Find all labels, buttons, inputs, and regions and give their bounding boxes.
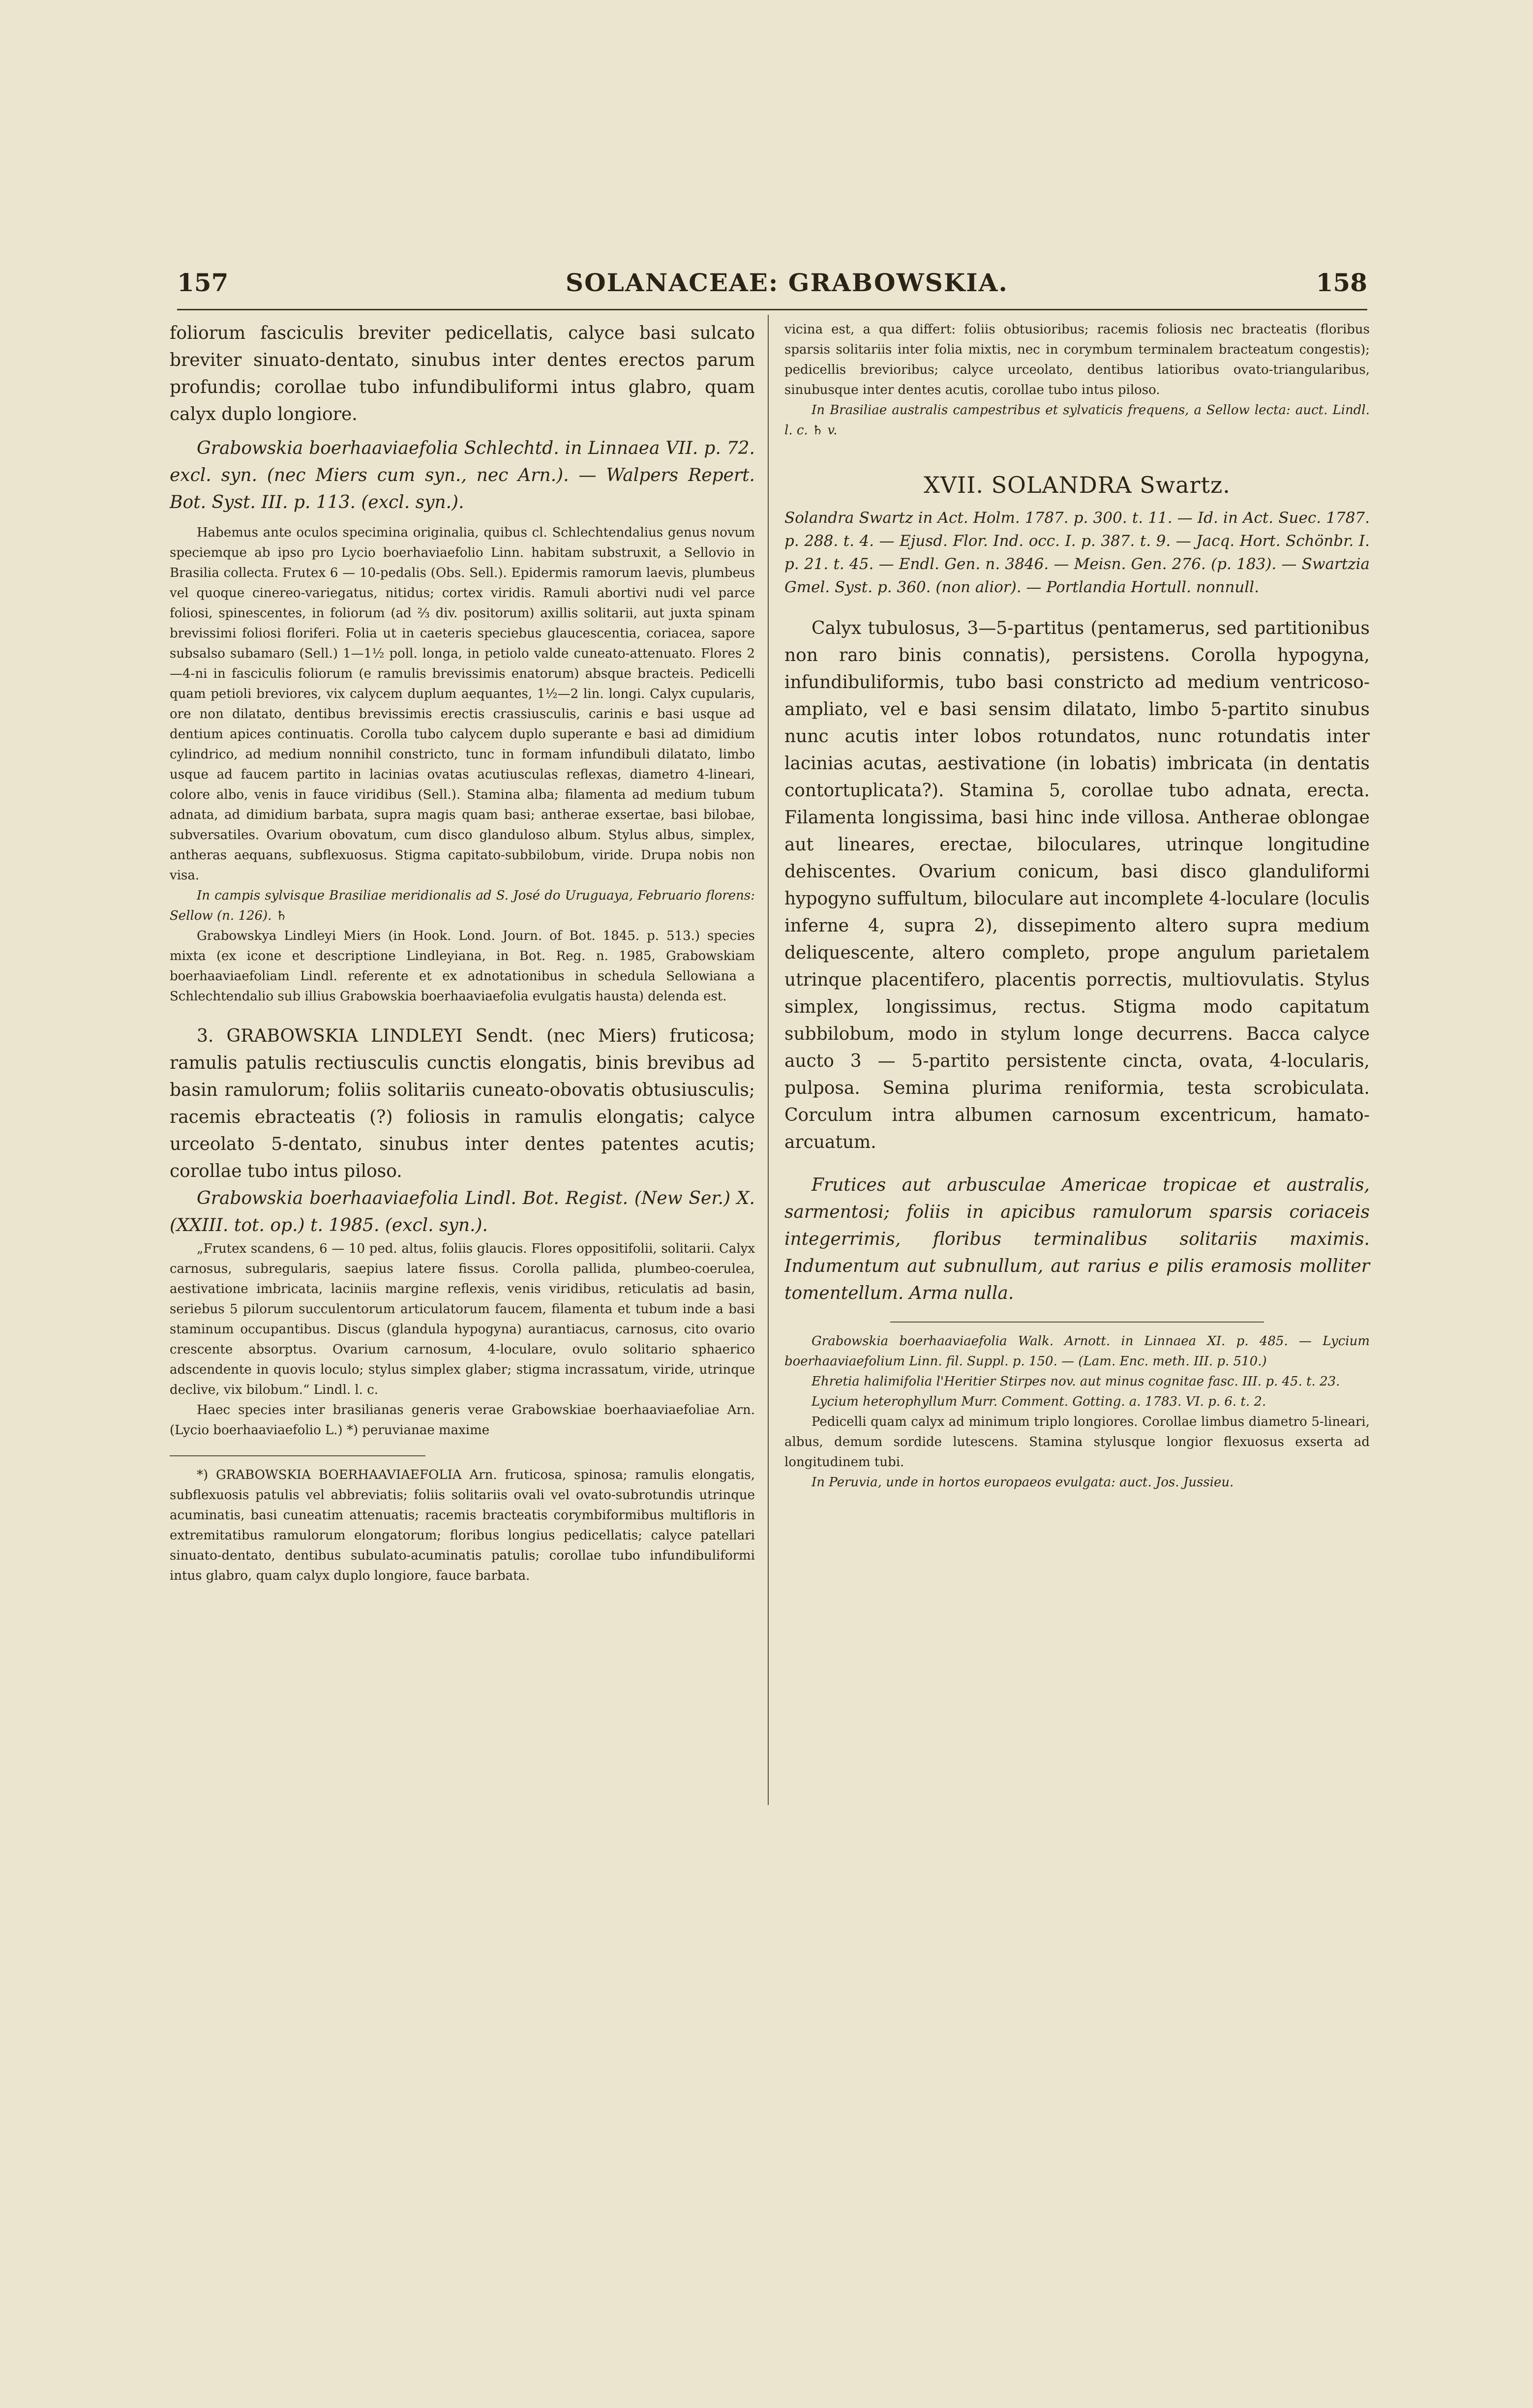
page-number-left: 157 <box>177 268 229 297</box>
page-header <box>177 268 1367 302</box>
column-divider <box>768 315 769 1805</box>
left-column <box>170 320 755 1586</box>
synonym-line-3: Lycium heterophyllum Murr. Comment. Gotting. a. 1783. VI. p. 6. t. 2. <box>812 1394 1266 1409</box>
synonym-line-2: Ehretia halimifolia l'Heritier Stirpes nov. aut minus cognitae fasc. III. p. 45. t. 23. <box>812 1374 1340 1389</box>
species-notes: Pedicelli quam calyx ad minimum triplo longiores. Corollae limbus diametro 5-lineari, albus, demum sordide lutescens. Stamina stylusque longior flexuosus exserta ad longitudinem tubi. <box>784 1415 1370 1470</box>
genus-title: XVII. SOLANDRA Swartz. <box>924 472 1231 498</box>
genus-synonymy: Solandra Swartz in Act. Holm. 1787. p. 300. t. 11. — Id. in Act. Suec. 1787. p. 288. t. 4. — Ejusd. Flor. Ind. occ. I. p. 387. t. 9. — Jacq. Hort. Schönbr. I. p. 21. t. 45. — Endl. Gen. n. 3846. — Meisn. Gen. 276. (p. 183). — Swartzia Gmel. Syst. p. 360. (non alior). — Portlandia Hortull. nonnull. <box>784 509 1370 596</box>
quoted-description: „Frutex scandens, 6 — 10 ped. altus, foliis glaucis. Flores oppositifolii, solitarii. Calyx carnosus, subregularis, saepius latere fissus. Corolla pallida, plumbeo-coerulea, aestivatione imbricata, laciniis margine reflexis, venis viridibus, reticulatis ad basin, seriebus 5 pilorum succulentorum articulatorum faucem, filamenta et tubum inde a basi staminum occupantibus. Discus (glandula hypogyna) aurantiacus, carnosus, cito ovario crescente absorptus. Ovarium carnosum, 4-loculare, ovulo solitario sphaerico adscendente in quovis loculo; stylus simplex glaber; stigma incrassatum, viride, utrinque declive, vix bilobum.“ Lindl. l. c. <box>170 1241 755 1397</box>
footnote-separator <box>170 1455 425 1456</box>
habitat-paragraph: In campis sylvisque Brasiliae meridionalis ad S. José do Uruguaya, Februario florens: Sellow (n. 126). ♄ <box>170 888 755 923</box>
description-paragraph: Habemus ante oculos specimina originalia, quibus cl. Schlechtendalius genus novum speciemque ab ipso pro Lycio boerhaviaefolio Linn. habitam substruxit, a Sellovio in Brasilia collecta. Frutex 6 — 10-pedalis (Obs. Sell.). Epidermis ramorum laevis, plumbeus vel quoque cinereo-variegatus, nitidus; cortex viridis. Ramuli abortivi nudi vel parce foliosi, spinescentes, in foliorum (ad ⅔ div. positorum) axillis solitarii, aut juxta spinam brevissimi foliosi floriferi. Folia ut in caeteris speciebus glaucescentia, coriacea, sapore subsalso subamaro (Sell.) 1—1½ poll. longa, in petiolo valde cuneato-attenuato. Flores 2—4-ni in fasciculis foliorum (e ramulis brevissimis enatorum) absque bracteis. Pedicelli quam petioli breviores, vix calycem duplum aequantes, 1½—2 lin. longi. Calyx cupularis, ore non dilatato, dentibus brevissimis erectis crassiusculis, carinis e basi usque ad dentium apices continuatis. Corolla tubo calycem duplo superante e basi ad dimidium cylindrico, ad medium nonnihil constricto, tunc in formam infundibuli dilatato, limbo usque ad faucem partito in lacinias ovatas acutiusculas reflexas, diametro 4-lineari, colore albo, venis in fauce viridibus (Sell.). Stamina alba; filamenta ad medium tubum adnata, ad dimidium barbata, supra magis quam basi; antherae exsertae, basi bilobae, subversatiles. Ovarium obovatum, cum disco glanduloso album. Stylus albus, simplex, antheras aequans, subflexuosus. Stigma capitato-subbilobum, viride. Drupa nobis non visa. <box>170 525 755 883</box>
species-heading-paragraph: 3. GRABOWSKIA LINDLEYI Sendt. (nec Miers) fruticosa; ramulis patulis rectiusculis cunctis elongatis, binis brevibus ad basin ramulorum; foliis solitariis cuneato-obovatis obtusiusculis; racemis ebracteatis (?) foliosis in ramulis elongatis; calyce urceolato 5-dentato, sinubus inter dentes patentes acutis; corollae tubo intus piloso. <box>170 1026 755 1181</box>
running-title: SOLANACEAE: GRABOWSKIA. <box>566 268 1008 297</box>
citation-paragraph: Grabowskia boerhaaviaefolia Schlechtd. in Linnaea VII. p. 72. excl. syn. (nec Miers cum syn., nec Arn.). — Walpers Repert. Bot. Syst. III. p. 113. (excl. syn.). <box>170 438 755 512</box>
citation-paragraph-2: Grabowskia boerhaaviaefolia Lindl. Bot. Regist. (New Ser.) X. (XXIII. tot. op.) t. 1985. (excl. syn.). <box>170 1188 755 1235</box>
right-column <box>784 320 1370 1493</box>
genus-habit: Frutices aut arbusculae Americae tropicae et australis, sarmentosi; foliis in apicibus ramulorum sparsis coriaceis integerrimis, floribus terminalibus solitariis maximis. Indumentum aut subnullum, aut rarius e pilis eramosis molliter tomentellum. Arma nulla. <box>784 1175 1370 1303</box>
habitat-paragraph-right: In Brasiliae australis campestribus et sylvaticis frequens, a Sellow lecta: auct. Lindl. l. c. ♄ v. <box>784 403 1370 438</box>
note-paragraph: Grabowskya Lindleyi Miers (in Hook. Lond. Journ. of Bot. 1845. p. 513.) species mixta (ex icone et descriptione Lindleyiana, in Bot. Reg. n. 1985, Grabowskiam boerhaaviaefoliam Lindl. referente et ex adnotationibus in schedula Sellowiana a Schlechtendalio sub illius Grabowskia boerhaaviaefolia evulgatis hausta) delenda est. <box>170 929 755 1004</box>
distribution-note: In Peruvia, unde in hortos europaeos evulgata: auct. Jos. Jussieu. <box>812 1475 1234 1490</box>
header-rule <box>177 309 1367 310</box>
comparison-paragraph: Haec species inter brasilianas generis verae Grabowskiae boerhaaviaefoliae Arn. (Lycio boerhaaviaefolio L.) *) peruvianae maxime <box>170 1403 755 1438</box>
synonym-line-1: Grabowskia boerhaaviaefolia Walk. Arnott. in Linnaea XI. p. 485. — Lycium boerhaaviaefolium Linn. fil. Suppl. p. 150. — (Lam. Enc. meth. III. p. 510.) <box>784 1334 1370 1369</box>
text-paragraph: foliorum fasciculis breviter pedicellatis, calyce basi sulcato breviter sinuato-dentato, sinubus inter dentes erectos parum profundis; corollae tubo infundibuliformi intus glabro, quam calyx duplo longiore. <box>170 323 755 424</box>
genus-description: Calyx tubulosus, 3—5-partitus (pentamerus, sed partitionibus non raro binis connatis), persistens. Corolla hypogyna, infundibuliformis, tubo basi constricto ad medium ventricoso-ampliato, vel e basi sensim dilatato, limbo 5-partito sinubus nunc acutis inter lobos rotundatos, nunc rotundatis inter lacinias acutas, aestivatione (in lobatis) imbricata (in dentatis contortuplicata?). Stamina 5, corollae tubo adnata, erecta. Filamenta longissima, basi hinc inde villosa. Antherae oblongae aut lineares, erectae, biloculares, utrinque longitudine dehiscentes. Ovarium conicum, basi disco glanduliformi hypogyno suffultum, biloculare aut incomplete 4-loculare (loculis inferne 4, supra 2), dissepimento altero supra medium deliquescente, altero completo, prope angulum parietalem utrinque placentifero, placentis porrectis, multiovulatis. Stylus simplex, longissimus, rectus. Stigma modo capitatum subbilobum, modo in stylum longe decurrens. Bacca calyce aucto 3 — 5-partito persistente cincta, ovata, 4-locularis, pulposa. Semina plurima reniformia, testa scrobiculata. Corculum intra albumen carnosum excentricum, hamato-arcuatum. <box>784 618 1370 1152</box>
continued-paragraph: vicina est, a qua differt: foliis obtusioribus; racemis foliosis nec bracteatis (floribus sparsis solitariis inter folia mixtis, nec in corymbum terminalem bracteatum congestis); pedicellis brevioribus; calyce urceolato, dentibus latioribus ovato-triangularibus, sinubusque inter dentes acutis, corollae tubo intus piloso. <box>784 322 1370 397</box>
section-separator <box>890 1322 1264 1323</box>
page-number-right: 158 <box>1316 268 1367 297</box>
footnote: *) GRABOWSKIA BOERHAAVIAEFOLIA Arn. fruticosa, spinosa; ramulis elongatis, subflexuosis patulis vel abbreviatis; foliis solitariis ovali vel ovato-subrotundis utrinque acuminatis, basi cuneatim attenuatis; racemis bracteatis corymbiformibus multifloris in extremitatibus ramulorum elongatorum; floribus longius pedicellatis; calyce patellari sinuato-dentato, dentibus subulato-acuminatis patulis; corollae tubo infundibuliformi intus glabro, quam calyx duplo longiore, fauce barbata. <box>170 1468 755 1583</box>
